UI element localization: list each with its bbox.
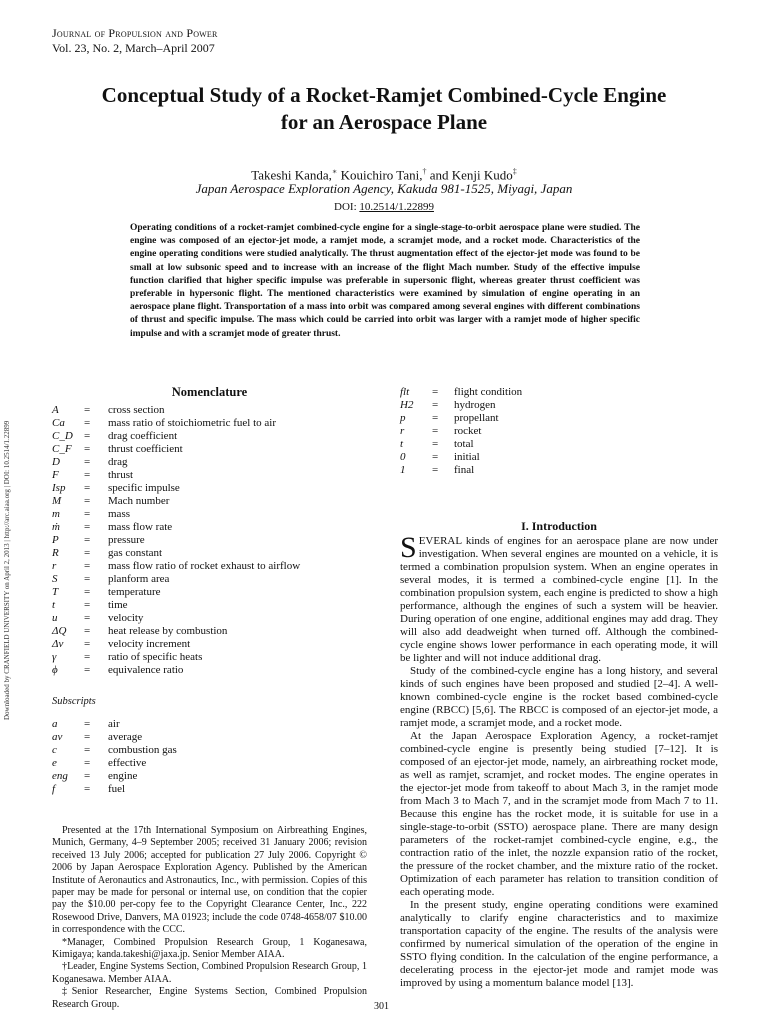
nomenclature-equals: = (84, 770, 91, 782)
nomenclature-equals: = (84, 469, 91, 481)
nomenclature-row (52, 638, 367, 651)
intro-paragraph-3: At the Japan Aerospace Exploration Agency, a rocket-ramjet combined-cycle engine is presently being studied [7–12]. It is composed of an ejector-jet mode, namely, an airbreathing rocket mode, as well as ramjet, scramjet, and rocket modes. The engine operates in the ejector-jet mode from takeoff to about Mach 3, in the ramjet mode from Mach 3 to Mach 7, and in the scramjet mode from Mach 7 to 11. Because this engine has the rocket mode, it is suitable for use in a single-stage-to-orbit (SSTO) aerospace plane. There are many design parameters of the rocket-ramjet combined-cycle engine, e.g., the contraction ratio of the inlet, the nozzle expansion ratio of the rocket, the pressure of the rocket chamber, and the mixture ratio of the rocket. Optimization of each parameter has relation to transition condition of each operating mode. (400, 730, 718, 898)
nomenclature-definition: specific impulse (108, 482, 180, 494)
doi-label: DOI: (334, 201, 360, 213)
nomenclature-definition: temperature (108, 586, 161, 598)
footnote-marker-1[interactable]: ∗ (331, 167, 338, 176)
footnote-marker-2[interactable]: † (422, 167, 427, 176)
nomenclature-definition: drag (108, 456, 128, 468)
nomenclature-row (400, 451, 720, 464)
nomenclature-row (52, 573, 367, 586)
nomenclature-symbol: r (52, 560, 57, 572)
nomenclature-heading: Nomenclature (171, 385, 248, 399)
nomenclature-row (52, 664, 367, 677)
doi-line (40, 201, 728, 213)
nomenclature-definition: heat release by combustion (108, 625, 228, 637)
nomenclature-symbol: f (52, 783, 56, 795)
nomenclature-row (52, 651, 367, 664)
nomenclature-row (400, 399, 720, 412)
footnote-marker-3[interactable]: ‡ (512, 167, 517, 176)
nomenclature-symbol: c (52, 744, 57, 756)
nomenclature-row (52, 521, 367, 534)
nomenclature-definition: mass flow ratio of rocket exhaust to airflow (108, 560, 301, 572)
nomenclature-row (52, 547, 367, 560)
nomenclature-symbol: p (400, 412, 406, 424)
nomenclature-symbol: 0 (400, 451, 406, 463)
drop-cap: S (400, 531, 417, 564)
affiliation: Japan Aerospace Exploration Agency, Kakuda 981-1525, Miyagi, Japan (195, 181, 573, 196)
introduction-body (400, 531, 718, 990)
footnote-received: Presented at the 17th International Symposium on Airbreathing Engines, Munich, Germany, 4–9 September 2005; received 31 January 2006; revision received 13 July 2006; accepted for publication 27 July 2006. Copyright © 2006 by Japan Aerospace Exploration Agency. Published by the American Institute of Aeronautics and Astronautics, Inc., with permission. Copies of this paper may be made for personal or internal use, on condition that the copier pay the $10.00 per-copy fee to the Copyright Clearance Center, Inc., 222 Rosewood Drive, Danvers, MA 01923; include the code 0748-4658/07 $10.00 in correspondence with the CCC. (52, 825, 367, 936)
nomenclature-equals: = (84, 783, 91, 795)
nomenclature-row (400, 438, 720, 451)
nomenclature-definition: rocket (454, 425, 482, 437)
nomenclature-equals: = (84, 612, 91, 624)
nomenclature-definition: thrust coefficient (108, 443, 183, 455)
nomenclature-equals: = (84, 560, 91, 572)
author-1: Takeshi Kanda, (251, 167, 332, 183)
nomenclature-equals: = (84, 651, 91, 663)
nomenclature-row (52, 770, 367, 783)
nomenclature-definition: Mach number (108, 495, 170, 507)
nomenclature-equals: = (432, 399, 439, 411)
nomenclature-definition: total (454, 438, 474, 450)
nomenclature-row (52, 495, 367, 508)
nomenclature-symbol: S (52, 573, 58, 585)
nomenclature-equals: = (84, 404, 91, 416)
footnote-author-1: *Manager, Combined Propulsion Research Group, 1 Koganesawa, Kimigaya; kanda.takeshi@jaxa.jp. Senior Member AIAA. (52, 936, 367, 961)
nomenclature-definition: gas constant (108, 547, 163, 559)
nomenclature-symbol: M (52, 495, 62, 507)
nomenclature-symbol: flt (400, 386, 410, 398)
title-line-1: Conceptual Study of a Rocket-Ramjet Combined-Cycle Engine (101, 83, 667, 107)
nomenclature-symbol: R (52, 547, 59, 559)
nomenclature-equals: = (84, 430, 91, 442)
nomenclature-row (52, 783, 367, 796)
nomenclature-definition: velocity increment (108, 638, 191, 650)
volume-line: Vol. 23, No. 2, March–April 2007 (52, 41, 215, 55)
nomenclature-symbol: D (52, 456, 60, 468)
nomenclature-row (52, 443, 367, 456)
journal-name: Journal of Propulsion and Power (52, 26, 218, 40)
nomenclature-row (52, 534, 367, 547)
nomenclature-row (52, 417, 367, 430)
nomenclature-row (52, 560, 367, 573)
journal-header (52, 26, 218, 56)
nomenclature-definition: time (108, 599, 128, 611)
nomenclature-equals: = (84, 638, 91, 650)
nomenclature-equals: = (84, 482, 91, 494)
nomenclature-symbol: a (52, 718, 58, 730)
nomenclature-equals: = (84, 757, 91, 769)
nomenclature-equals: = (84, 599, 91, 611)
nomenclature-symbol: r (400, 425, 405, 437)
nomenclature-symbol: C_D (52, 430, 73, 442)
nomenclature-equals: = (84, 456, 91, 468)
nomenclature-symbol: Isp (52, 482, 66, 494)
nomenclature-row (400, 425, 720, 438)
nomenclature-equals: = (84, 625, 91, 637)
nomenclature-row (52, 744, 367, 757)
nomenclature-definition: air (108, 718, 120, 730)
abstract: Operating conditions of a rocket-ramjet combined-cycle engine for a single-stage-to-orbit aerospace plane were studied. The engine was composed of an ejector-jet mode, a ramjet mode, a scramjet mode, and a rocket mode. Characteristics of the engine operating conditions were studied analytically. The thrust augmentation effect of the ejector-jet mode was found to be small at low subsonic speed and to increase with an increase of the flight Mach number. Study of the effective impulse function clarified that higher specific impulse was preferable in supersonic flight, whereas greater thrust coefficient was preferable in hypersonic flight. The mentioned characteristics were examined by simulation of engine operating in an aerospace plane flight. Transportation of a mass into orbit was compared among several engines with different combinations of thrust and specific impulse. The mass which could be carried into orbit was larger with a ramjet mode of higher specific impulse and with a scramjet mode of greater thrust. (130, 223, 640, 339)
nomenclature-symbol: H2 (400, 399, 414, 411)
nomenclature-definition: velocity (108, 612, 144, 624)
nomenclature-symbol: t (400, 438, 404, 450)
nomenclature-definition: mass ratio of stoichiometric fuel to air (108, 417, 277, 429)
nomenclature-equals: = (84, 731, 91, 743)
nomenclature-equals: = (84, 573, 91, 585)
intro-paragraph-2: Study of the combined-cycle engine has a long history, and several kinds of such engines have been proposed and studied [2–4]. A well-known combined-cycle engine is the rocket based combined-cycle engine (RBCC) [5,6]. The RBCC is composed of an ejector-jet mode, a ramjet mode, a scramjet mode, and a rocket mode. (400, 665, 718, 729)
nomenclature-definition: equivalence ratio (108, 664, 184, 676)
nomenclature-symbol: u (52, 612, 58, 624)
nomenclature-row (400, 464, 720, 477)
nomenclature-definition: mass flow rate (108, 521, 173, 533)
nomenclature-symbol: av (52, 731, 63, 743)
nomenclature-equals: = (84, 664, 91, 676)
nomenclature-row (52, 469, 367, 482)
nomenclature-row (52, 430, 367, 443)
nomenclature-equals: = (84, 534, 91, 546)
nomenclature-equals: = (84, 443, 91, 455)
nomenclature-definition: cross section (108, 404, 165, 416)
nomenclature-row (52, 625, 367, 638)
nomenclature-definition: propellant (454, 412, 499, 424)
footnote-author-3: ‡Senior Researcher, Engine Systems Section, Combined Propulsion Research Group. (52, 986, 367, 1010)
nomenclature-symbol: e (52, 757, 57, 769)
nomenclature-row (400, 386, 720, 399)
nomenclature-definition: final (454, 464, 475, 476)
nomenclature-definition: drag coefficient (108, 430, 178, 442)
nomenclature-equals: = (84, 521, 91, 533)
nomenclature-symbol: ṁ (52, 521, 60, 533)
nomenclature-row (52, 404, 367, 417)
nomenclature-row (52, 731, 367, 744)
section-heading-introduction: I. Introduction (521, 519, 597, 533)
nomenclature-definition: engine (108, 770, 138, 782)
nomenclature-symbol: ΔQ (52, 625, 67, 637)
paper-title (40, 82, 728, 136)
author-2: Kouichiro Tani, (337, 167, 423, 183)
download-watermark: Downloaded by CRANFIELD UNIVERSITY on April 2, 2013 | http://arc.aiaa.org | DOI: 10.2514/1.22899 (3, 420, 11, 720)
nomenclature-equals: = (432, 386, 439, 398)
nomenclature-definition: initial (454, 451, 480, 463)
nomenclature-definition: thrust (108, 469, 134, 481)
nomenclature-symbol: F (52, 469, 59, 481)
nomenclature-row (52, 456, 367, 469)
nomenclature-symbol: m (52, 508, 60, 520)
nomenclature-definition: ratio of specific heats (108, 651, 203, 663)
nomenclature-definition: planform area (108, 573, 170, 585)
author-3: and Kenji Kudo (426, 167, 513, 183)
nomenclature-symbol: eng (52, 770, 68, 782)
nomenclature-equals: = (432, 438, 439, 450)
title-line-2: for an Aerospace Plane (280, 110, 488, 134)
nomenclature-definition: fuel (108, 783, 126, 795)
nomenclature-equals: = (432, 451, 439, 463)
nomenclature-equals: = (84, 744, 91, 756)
nomenclature-symbol: C_F (52, 443, 72, 455)
nomenclature-symbol: P (52, 534, 59, 546)
page-number: 301 (374, 1001, 389, 1012)
nomenclature-symbol: γ (52, 651, 57, 663)
footnotes (52, 825, 367, 1011)
nomenclature-definition: pressure (108, 534, 145, 546)
nomenclature-row (52, 586, 367, 599)
nomenclature-equals: = (84, 547, 91, 559)
nomenclature-equals: = (432, 412, 439, 424)
intro-paragraph-1-text: EVERAL kinds of engines for an aerospace plane are now under investigation. When several engines are mounted on a vehicle, it is termed a combination propulsion system. When an engine operates in several modes, it is termed a combined-cycle engine [1]. In the combination propulsion system, each engine is predicted to show a high performance, although the engines of such a system will be heavier. During operation of one engine, additional engines may add drag. They will also add deadweight when turned off. Although the combined-cycle engine shows lower performance in each operating mode, it will be lighter and will not induce additional drag. (400, 535, 718, 664)
nomenclature-row (52, 482, 367, 495)
nomenclature-symbol: A (52, 404, 59, 416)
doi-link[interactable]: 10.2514/1.22899 (359, 201, 434, 213)
nomenclature-row (52, 508, 367, 521)
nomenclature-equals: = (84, 417, 91, 429)
nomenclature-definition: effective (108, 757, 147, 769)
intro-paragraph-1 (400, 531, 718, 665)
nomenclature-row (400, 412, 720, 425)
nomenclature-symbol: T (52, 586, 59, 598)
nomenclature-equals: = (84, 508, 91, 520)
footnote-author-2: †Leader, Engine Systems Section, Combined Propulsion Research Group, 1 Koganesawa. Member AIAA. (52, 961, 367, 985)
nomenclature-definition: flight condition (454, 386, 523, 398)
nomenclature-equals: = (432, 464, 439, 476)
subscripts-heading: Subscripts (52, 696, 96, 707)
nomenclature-definition: combustion gas (108, 744, 177, 756)
nomenclature-definition: hydrogen (454, 399, 496, 411)
nomenclature-row (52, 757, 367, 770)
nomenclature-row (52, 612, 367, 625)
nomenclature-equals: = (84, 718, 91, 730)
nomenclature-equals: = (84, 495, 91, 507)
nomenclature-symbol: ϕ (52, 664, 58, 676)
intro-paragraph-4: In the present study, engine operating conditions were examined analytically to clarify engine characteristics and to maximize transportation capacity of the engine. The results of the analysis were confirmed by numerical simulation of the operation of the engine in SSTO flying condition. In the calculation of the engine performance, a decelerating process in the ejector-jet mode and ramjet mode was improved by using a momentum balance model [13]. (400, 899, 718, 989)
nomenclature-row (52, 599, 367, 612)
nomenclature-symbol: Ca (52, 417, 65, 429)
nomenclature-symbol: Δv (52, 638, 64, 650)
nomenclature-definition: average (108, 731, 143, 743)
nomenclature-symbol: t (52, 599, 56, 611)
nomenclature-row (52, 718, 367, 731)
nomenclature-definition: mass (108, 508, 130, 520)
nomenclature-equals: = (432, 425, 439, 437)
nomenclature-symbol: 1 (400, 464, 406, 476)
nomenclature-equals: = (84, 586, 91, 598)
